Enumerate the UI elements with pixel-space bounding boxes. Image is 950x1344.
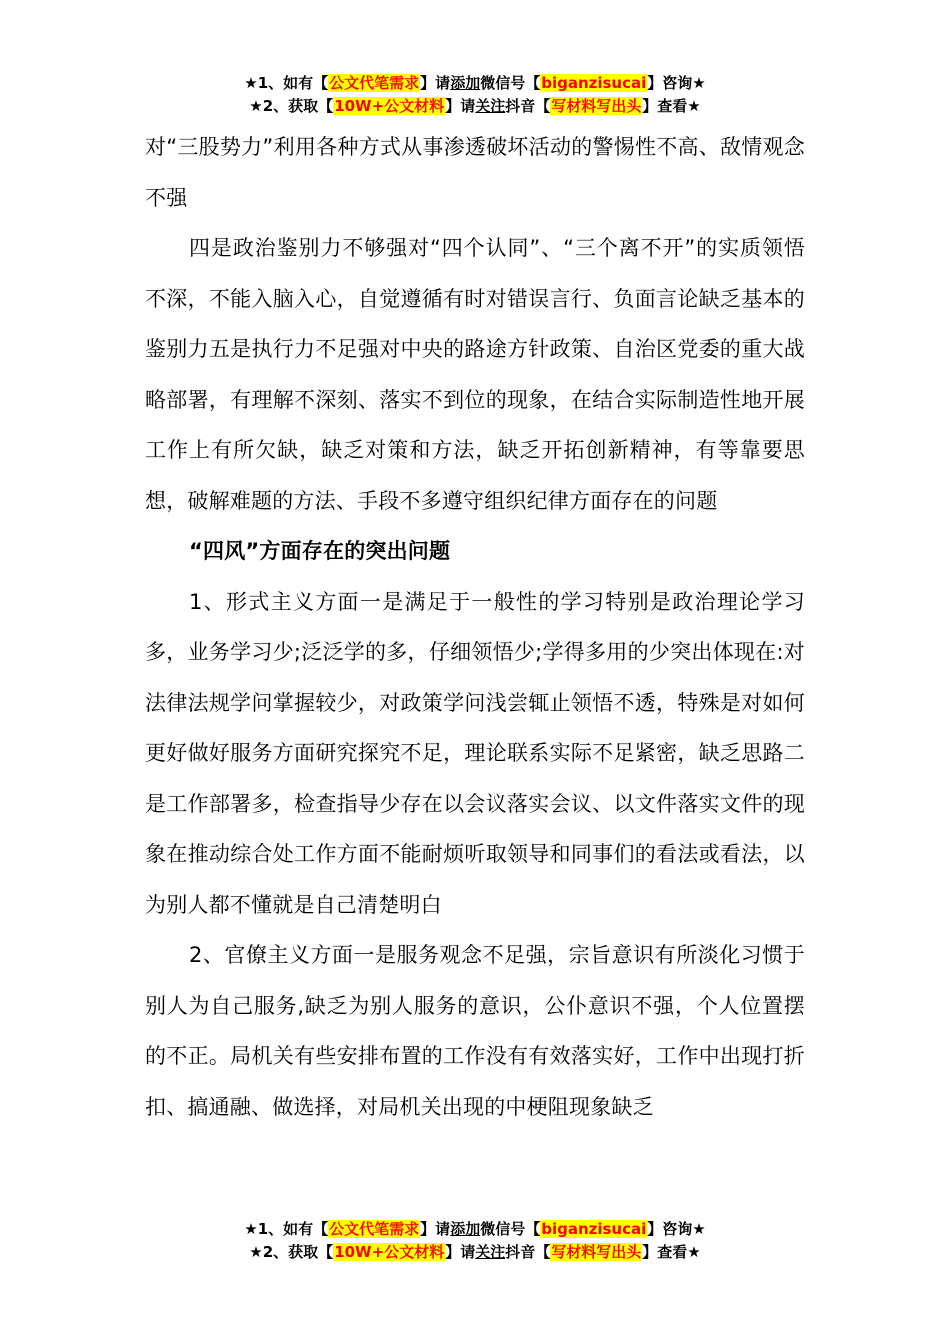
document-body xyxy=(145,122,805,1132)
section-heading: “四风”方面存在的突出问题 xyxy=(189,539,451,563)
banner-highlight: biganzisucai xyxy=(541,74,647,92)
banner-highlight: 公文代笔需求 xyxy=(329,74,420,92)
body-paragraph: 对“三股势力”利用各种方式从事渗透破坏活动的警惕性不高、敌情观念不强 xyxy=(145,135,805,210)
banner-highlight: biganzisucai xyxy=(541,1220,647,1238)
body-paragraph: 1、形式主义方面一是满足于一般性的学习特别是政治理论学习多，业务学习少;泛泛学的多，仔细领悟少;学得多用的少突出体现在:对法律法规学问掌握较少，对政策学问浅尝辄止领悟不透，特殊是对如何更好做好服务方面研究探究不足，理论联系实际不足紧密，缺乏思路二是工作部署多，检查指导少存在以会议落实会议、以文件落实文件的现象在推动综合处工作方面不能耐烦听取领导和同事们的看法或看法，以为别人都不懂就是自己清楚明白 xyxy=(145,589,805,917)
header-banner xyxy=(0,72,950,118)
footer-banner xyxy=(0,1218,950,1264)
banner-highlight: 公文代笔需求 xyxy=(329,1220,420,1238)
banner-highlight: 10W+公文材料 xyxy=(334,97,445,115)
body-paragraph: 四是政治鉴别力不够强对“四个认同”、“三个离不开”的实质领悟不深，不能入脑入心，自觉遵循有时对错误言行、负面言论缺乏基本的鉴别力五是执行力不足强对中央的路途方针政策、自治区党委的重大战略部署，有理解不深刻、落实不到位的现象，在结合实际制造性地开展工作上有所欠缺，缺乏对策和方法，缺乏开拓创新精神，有等靠要思想，破解难题的方法、手段不多遵守组织纪律方面存在的问题 xyxy=(145,236,805,513)
banner-highlight: 10W+公文材料 xyxy=(334,1243,445,1261)
banner-line-2: ★2、获取【10W+公文材料】请关注抖音【写材料写出头】查看★ xyxy=(249,1243,701,1261)
banner-line-1: ★1、如有【公文代笔需求】请添加微信号【biganzisucai】咨询★ xyxy=(244,1220,706,1238)
banner-line-2: ★2、获取【10W+公文材料】请关注抖音【写材料写出头】查看★ xyxy=(249,97,701,115)
banner-highlight: 写材料写出头 xyxy=(551,1243,642,1261)
banner-line-1: ★1、如有【公文代笔需求】请添加微信号【biganzisucai】咨询★ xyxy=(244,74,706,92)
banner-highlight: 写材料写出头 xyxy=(551,97,642,115)
body-paragraph: 2、官僚主义方面一是服务观念不足强，宗旨意识有所淡化习惯于别人为自己服务,缺乏为别人服务的意识，公仆意识不强，个人位置摆的不正。局机关有些安排布置的工作没有有效落实好，工作中出现打折扣、搞通融、做选择，对局机关出现的中梗阻现象缺乏 xyxy=(145,943,805,1119)
